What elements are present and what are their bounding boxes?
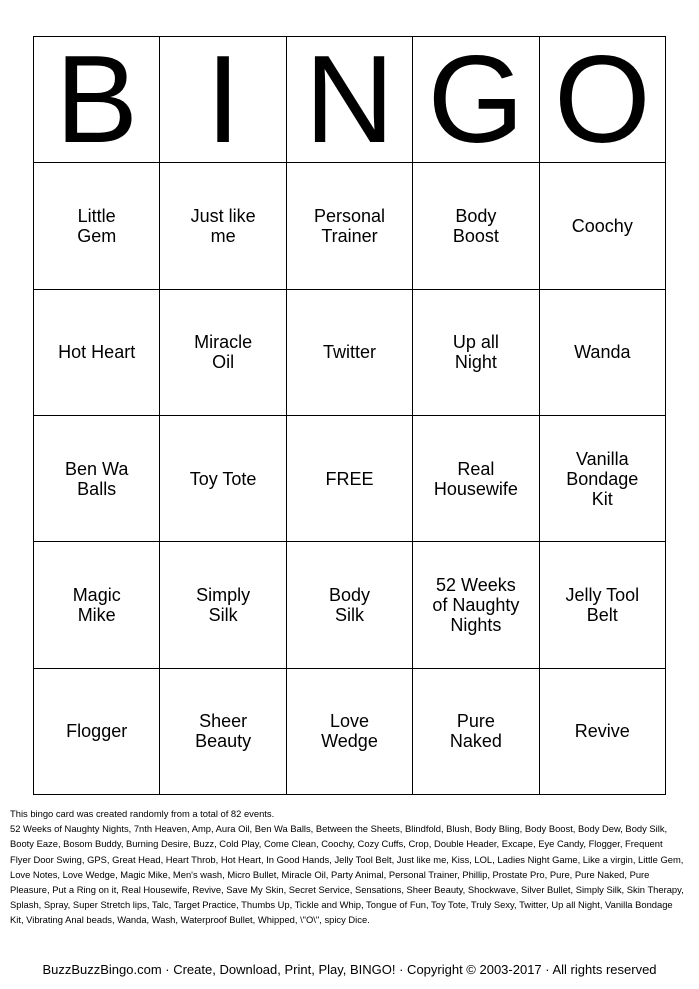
header-letter: G: [413, 37, 539, 163]
bingo-cell: Magic Mike: [34, 542, 160, 668]
bingo-cell: Twitter: [287, 290, 413, 416]
bingo-cell: Up all Night: [413, 290, 539, 416]
bingo-cell: Simply Silk: [160, 542, 286, 668]
bingo-cell: Wanda: [540, 290, 666, 416]
bingo-cell: Revive: [540, 669, 666, 795]
bingo-cell: Miracle Oil: [160, 290, 286, 416]
bingo-cell: Personal Trainer: [287, 163, 413, 289]
bingo-cell: Body Silk: [287, 542, 413, 668]
bingo-cell: Sheer Beauty: [160, 669, 286, 795]
event-list-line: Booty Eaze, Bosom Buddy, Burning Desire, Buzz, Cold Play, Come Clean, Coochy, Cozy Cuffs, Crop, Double Header, Excape, Eye Candy, Flogger, Frequent: [10, 838, 663, 850]
bingo-cell: Hot Heart: [34, 290, 160, 416]
bingo-cell: Real Housewife: [413, 416, 539, 542]
bingo-cell: Jelly Tool Belt: [540, 542, 666, 668]
bingo-cell: Coochy: [540, 163, 666, 289]
bingo-cell: Little Gem: [34, 163, 160, 289]
bingo-cell: Flogger: [34, 669, 160, 795]
bingo-cell: Vanilla Bondage Kit: [540, 416, 666, 542]
bingo-cell: 52 Weeks of Naughty Nights: [413, 542, 539, 668]
bingo-cell: Love Wedge: [287, 669, 413, 795]
card-summary: This bingo card was created randomly from a total of 82 events.: [10, 808, 275, 819]
header-letter: I: [160, 37, 286, 163]
event-list-line: Flyer Door Swing, GPS, Great Head, Heart Throb, Hot Heart, In Good Hands, Jelly Tool Belt, Just like me, Kiss, LOL, Ladies Night Game, Like a virgin, Little Gem,: [10, 853, 684, 865]
header-letter: B: [34, 37, 160, 163]
card-info: [10, 806, 690, 928]
event-list-line: Kit, Vibrating Anal beads, Wanda, Wash, Waterproof Bullet, Whipped, \"O\", spicy Dice.: [10, 914, 370, 926]
bingo-cell: Just like me: [160, 163, 286, 289]
bingo-cell: Body Boost: [413, 163, 539, 289]
header-letter: O: [540, 37, 666, 163]
copyright-footer: BuzzBuzzBingo.com · Create, Download, Print, Play, BINGO! · Copyright © 2003-2017 · All rights reserved: [42, 962, 657, 977]
free-cell: FREE: [287, 416, 413, 542]
event-list-line: 52 Weeks of Naughty Nights, 7nth Heaven, Amp, Aura Oil, Ben Wa Balls, Between the Sheets, Blindfold, Blush, Body Bling, Body Boost, Body Dew, Body Silk,: [10, 823, 668, 835]
event-list-line: Love Notes, Love Wedge, Magic Mike, Men's wash, Micro Bullet, Miracle Oil, Party Animal, Personal Trainer, Phillip, Prostate Pro, Pure, Pure Naked, Pure: [10, 868, 650, 880]
bingo-cell: Toy Tote: [160, 416, 286, 542]
bingo-cell: Ben Wa Balls: [34, 416, 160, 542]
header-letter: N: [287, 37, 413, 163]
bingo-cell: Pure Naked: [413, 669, 539, 795]
event-list-line: Pleasure, Put a Ring on it, Real Housewife, Revive, Save My Skin, Secret Service, Sensations, Sheer Beauty, Shockwave, Silver Bullet, Simply Silk, Skin Therapy,: [10, 884, 684, 896]
bingo-card: [33, 30, 666, 795]
event-list-line: Splash, Spray, Super Stretch lips, Talc, Target Practice, Thumbs Up, Tickle and Whip, Tongue of Fun, Toy Tote, Truly Sexy, Twitter, Up all Night, Vanilla Bondage: [10, 899, 673, 911]
